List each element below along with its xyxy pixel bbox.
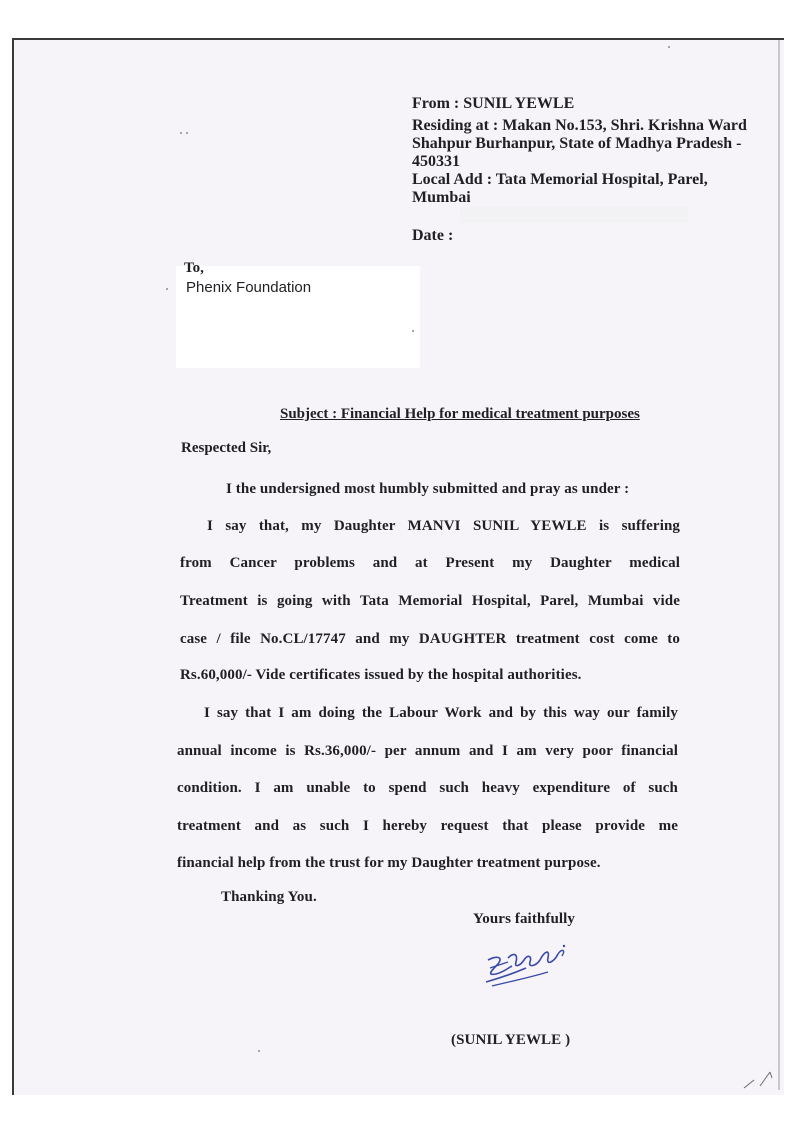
paragraph-1-line-1: I say that, my Daughter MANVI SUNIL YEWLE is suffering — [207, 518, 680, 534]
sender-residing-line-2: Shahpur Burhanpur, State of Madhya Pradesh - — [412, 135, 742, 152]
signature-name: (SUNIL YEWLE ) — [451, 1032, 571, 1048]
subject-line: Subject : Financial Help for medical treatment purposes — [280, 406, 640, 422]
recipient-name: Phenix Foundation — [186, 279, 312, 296]
scan-speck — [668, 46, 670, 48]
sender-residing-line-1: Residing at : Makan No.153, Shri. Krishna Ward — [412, 117, 747, 134]
intro-line: I the undersigned most humbly submitted and pray as under : — [226, 481, 630, 497]
scan-speck — [180, 132, 182, 134]
sender-from: From : SUNIL YEWLE — [412, 95, 575, 112]
scan-speck — [166, 288, 168, 290]
scan-speck — [412, 330, 414, 332]
paragraph-2-line-5: financial help from the trust for my Daughter treatment purpose. — [177, 855, 601, 871]
sender-local-line-2: Mumbai — [412, 189, 471, 206]
paragraph-1-line-5: Rs.60,000/- Vide certificates issued by the hospital authorities. — [180, 667, 582, 683]
thanking-line: Thanking You. — [221, 889, 317, 905]
paragraph-1-line-3: Treatment is going with Tata Memorial Hospital, Parel, Mumbai vide — [180, 593, 680, 609]
paragraph-2-line-1: I say that I am doing the Labour Work and by this way our family — [204, 705, 678, 721]
paragraph-2-line-4: treatment and as such I hereby request that please provide me — [177, 818, 678, 834]
scan-mark-icon — [740, 1066, 776, 1092]
recipient-to: To, — [184, 260, 204, 276]
scan-speck — [258, 1050, 260, 1052]
paragraph-2-line-3: condition. I am unable to spend such heavy expenditure of such — [177, 780, 678, 796]
paragraph-1-line-2: from Cancer problems and at Present my Daughter medical — [180, 555, 680, 571]
page-edge-shadow — [778, 40, 780, 1090]
paragraph-1-line-4: case / file No.CL/17747 and my DAUGHTER treatment cost come to — [180, 631, 680, 647]
redaction-strip — [460, 207, 688, 223]
sender-local-line-1: Local Add : Tata Memorial Hospital, Parel, — [412, 171, 708, 188]
signature-icon — [478, 938, 574, 994]
closing-line: Yours faithfully — [473, 911, 576, 927]
scan-speck — [186, 132, 188, 134]
salutation: Respected Sir, — [181, 440, 272, 456]
sender-residing-line-3: 450331 — [412, 153, 460, 170]
paragraph-2-line-2: annual income is Rs.36,000/- per annum and I am very poor financial — [177, 743, 678, 759]
date-label: Date : — [412, 227, 454, 244]
